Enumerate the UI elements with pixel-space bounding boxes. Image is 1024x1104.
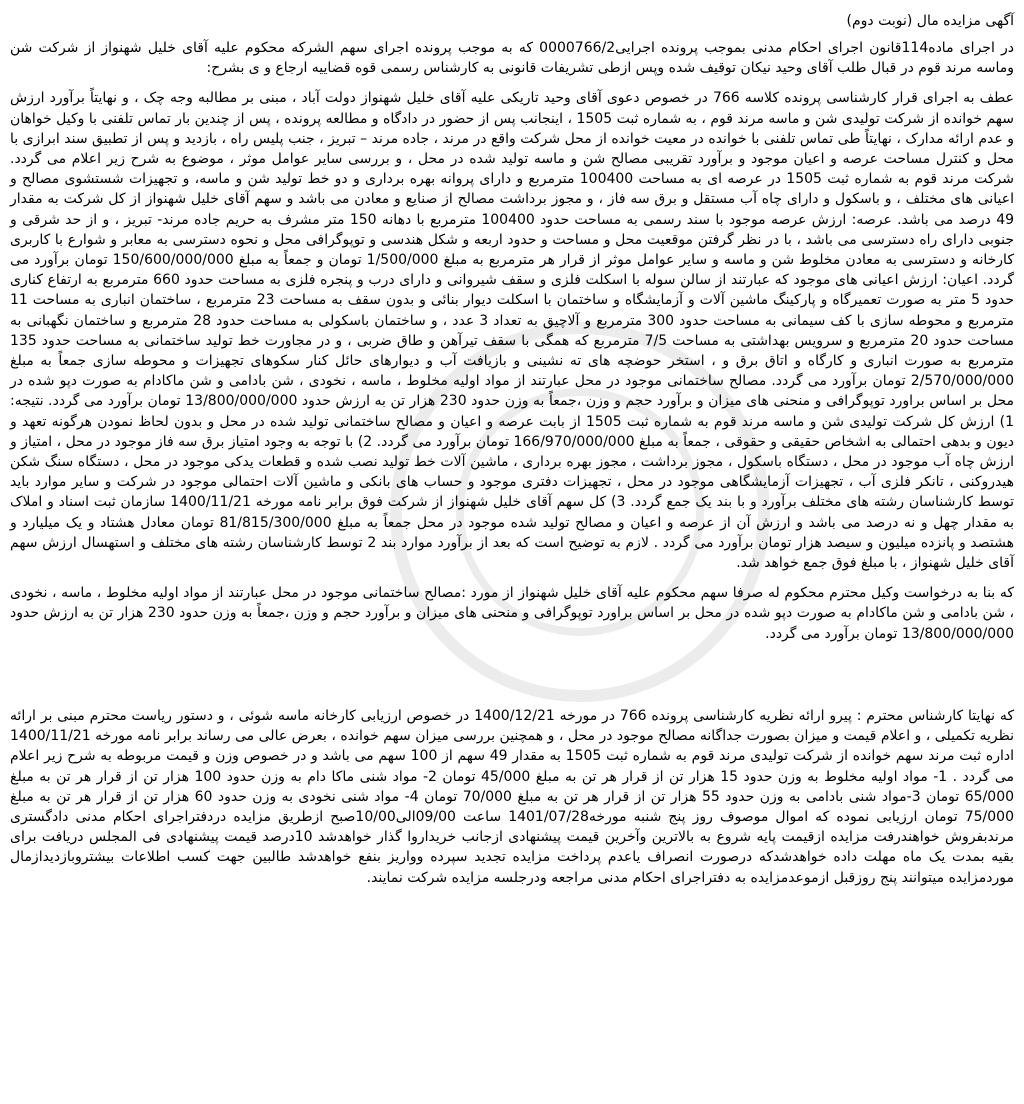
spacer: [10, 654, 1014, 706]
request-paragraph: که بنا به درخواست وکیل محترم محکوم له صرفا سهم محکوم علیه آقای خلیل شهنواز از مورد :مصالح ساختمانی موجود در محل عبارتند از مواد اولیه مخلوط ، ماسه ، نخودی ، شن بادامی و شن ماکادام به صورت دپو شده در محل بر اساس براورد توپوگرافی و منحنی های میزان و برآورد حجم و وزن ،جمعاً به وزن حدود 230 هزار تن به ارزش حدود 13/800/000/000 تومان برآورد می گردد.: [10, 585, 1014, 642]
intro-paragraph: در اجرای ماده114قانون اجرای احکام مدنی بموجب پرونده اجرایی0000766/2 که به موجب پرونده اجرای سهم الشرکه محکوم علیه آقای خلیل شهنواز از شرکت شن وماسه مرند قوم در قبال طلب آقای وحید نیکان توقیف شده وپس ازطی تشریفات قانونی به کارشناس رسمی قوه قضاییه ارجاع و ی بشرح:: [10, 40, 1014, 77]
expert-report-paragraph: عطف به اجرای قرار کارشناسی پرونده کلاسه 766 در خصوص دعوی آقای وحید تاریکی علیه آقای خلیل شهنواز دولت آباد ، مبنی بر مطالبه وجه چک ، و نهایتاً برآورد ارزش سهم خوانده از شرکت تولیدی شن و ماسه مرند قوم ، به شماره ثبت 1505 ، اینجانب پس از حضور در دادگاه و مطالعه پرونده ، پس از چندین بار تماس تلفنی با وکیل خواهان و عدم ارائه مدارک ، نهایتاً طی تماس تلفنی با خوانده در معیت خوانده از محل شرکت واقع در مرند ، جاده مرند – تبریز ، جنب پلیس راه ، بازدید و پس از تطبیق سند ابرازی با محل و کنترل مساحت عرصه و اعیان موجود و برآورد تقریبی مصالح شن و ماسه تولید شده در محل ، و بررسی سایر عوامل موثر ، موضوع به شرح زیر اعلام می گردد. شرکت مرند قوم به شماره ثبت 1505 در عرصه ای به مساحت 100400 مترمربع و دارای پروانه بهره برداری و دو خط تولید شن و ماسه، و تجهیزات شستشوی مصالح و اعیانی های مختلف ، و باسکول و دارای چاه آب مستقل و برق سه فاز ، و مجوز برداشت مصالح از صنایع و معادن می باشد و سهم آقای خلیل شهنواز از کل شرکت به مقدار 49 درصد می باشد. عرصه: ارزش عرصه موجود با سند رسمی به مساحت حدود 100400 مترمربع با دهانه 150 متر مشرف به حریم جاده مرند- تبریز ، و از حد شرقی و جنوبی دارای راه دسترسی می باشد ، با در نظر گرفتن موقعیت محل و مساحت و حدود اربعه و شکل هندسی و توپوگرافی محل و نحوه دسترسی به معابر و شوارع با کاربری کارخانه و دسترسی به معادن مخلوط شن و ماسه و سایر عوامل موثر از قرار هر مترمربع به مبلغ 1/500/000 تومان و جمعاً به مبلغ 150/600/000/000 تومان برآورد می گردد. اعیان: ارزش اعیانی های موجود که عبارتند از سالن سوله با اسکلت فلزی و سقف شیروانی و دارای درب و پنجره فلزی به مساحت حدود 660 مترمربع به ارتفاع کناری حدود 5 متر به صورت تعمیرگاه و پارکینگ ماشین آلات و آزمایشگاه و ساختمان با اسکلت دیوار بنائی و بدون سقف به مساحت 23 مترمربع ، ساختمان انباری به مساحت 11 مترمربع و محوطه سازی با کف سیمانی به مساحت حدود 300 مترمربع و آلاچیق به تعداد 3 عدد ، و ساختمان باسکولی به مساحت حدود 28 مترمربع و ساختمان نگهبانی به مساحت حدود 20 مترمربع و سرویس بهداشتی به مساحت 7/5 مترمربع که همگی با سقف تیرآهن و طاق ضربی ، و در مجاورت خط تولید ساختمانی به مساحت حدود 135 مترمربع به صورت انباری و کارگاه و اتاق برق و ، استخر حوضچه های ته نشینی و بازیافت آب و دیوارهای حائل کنار سکوهای تجهیزات و محوطه سازی جمعاً به مبلغ 2/570/000/000 تومان برآورد می گردد. مصالح ساختمانی موجود در محل عبارتند از مواد اولیه مخلوط ، ماسه ، نخودی ، شن بادامی و شن ماکادام به صورت دپو شده در محل بر اساس براورد توپوگرافی و منحنی های میزان و برآورد حجم و وزن ،جمعاً به وزن حدود 230 هزار تن به ارزش حدود 13/800/000/000 تومان برآورد می گردد. نتیجه: 1) ارزش کل شرکت تولیدی شن و ماسه مرند قوم به شماره ثبت 1505 از بابت عرصه و اعیان و مصالح ساختمانی تولید شده در محل و بدون لحاظ نمودن هرگونه تعهد و دیون و بدهی احتمالی به اشخاص حقیقی و حقوقی ، جمعاً به مبلغ 166/970/000/000 تومان برآورد می گردد. 2) با توجه به وجود امتیاز برق سه فاز موجود در محل ، امتیاز و ارزش چاه آب موجود در محل ، دستگاه باسکول ، مجوز برداشت ، مجوز بهره برداری ، ماشین آلات خط تولید نصب شده و قطعات یدکی موجود در محل ، دستگاه سنگ شکن هیدروکنی ، تانکر فلزی آب ، تجهیزات آزمایشگاهی موجود در محل ، تجهیزات دفتری موجود و حساب های بانکی و ماشین آلات احتمالی موجود در شرکت و سایر موارد باید توسط کارشناسان رشته های مختلف برآورد و با بند یک جمع گردد. 3) کل سهم آقای خلیل شهنواز از شرکت فوق برابر نامه مورخه 1400/11/21 سازمان ثبت اسناد و املاک به مقدار چهل و نه درصد می باشد و ارزش آن از عرصه و اعیان و مصالح تولید شده موجود در محل جمعاً به مبلغ 81/815/300/000 تومان معادل هشتاد و یک میلیارد و هشتصد و پانزده میلیون و سیصد هزار تومان برآورد می گردد . لازم به توضیح است که بعد از برآورد موارد بند 2 توسط کارشناسان رشته های مختلف و استهسال ارزش سهم آقای خلیل شهنواز ، با مبلغ فوق جمع خواهد شد.: [10, 90, 1015, 572]
auction-terms-paragraph: که نهایتا کارشناس محترم : پیرو ارائه نظریه کارشناسی پرونده 766 در مورخه 1400/12/21 در خصوص ارزیابی کارخانه ماسه شوئی ، و دستور ریاست محترم مبنی بر ارائه نظریه تکمیلی ، و اعلام قیمت و میزان بصورت جداگانه مصالح موجود در محل ، و همچنین بررسی میزان سهم خوانده ، بعرض عالی می رساند برابر نامه مورخه 1400/11/21 اداره ثبت مرند سهم خوانده از شرکت تولیدی مرند قوم به شماره ثبت 1505 به مقدار 49 سهم از 100 سهم می باشد و در خصوص وزن و قیمت مربوطه به شرح زیر اعلام می گردد . 1- مواد اولیه مخلوط به وزن حدود 15 هزار تن از قرار هر تن به مبلغ 45/000 تومان 2- مواد شنی ماکا دام به وزن حدود 100 هزار تن از قرار هر تن به مبلغ 65/000 تومان 3-مواد شنی بادامی به وزن حدود 55 هزار تن از قرار هر تن به مبلغ 70/000 تومان 4- مواد شنی نخودی به وزن حدود 60 هزار تن از قرار هر تن به مبلغ 75/000 تومان ارزیابی نموده که اموال موصوف روز پنج شنبه مورخه1401/07/28 ساعت 09/00الی10/00صبح ازطریق مزایده دردفتراجرای احکام مدنی دادگستری مرندبفروش خواهندرفت مزایده ازقیمت پایه شروع به بالاترین وآخرین قیمت پیشنهادی ازجانب خریداروا گذار خواهدشد 10درصد قیمت پیشنهادی فی المجلس دریافت برای بقیه بمدت یک ماه مهلت داده خواهدشدکه درصورت انصراف یاعدم پرداخت مزایده تجدید سپرده وواریز بنفع خواهدشد طالبین جهت کسب اطلاعات بیشتروبازدیدازمال موردمزایده میتوانند پنج روزقبل ازموعدمزایده به دفتراجرای احکام مدنی مراجعه ودرجلسه مزایده شرکت نمایند.: [10, 707, 1015, 886]
auction-notice: [0, 12, 1024, 1104]
notice-title: آگهی مزایده مال (نوبت دوم): [846, 13, 1014, 29]
